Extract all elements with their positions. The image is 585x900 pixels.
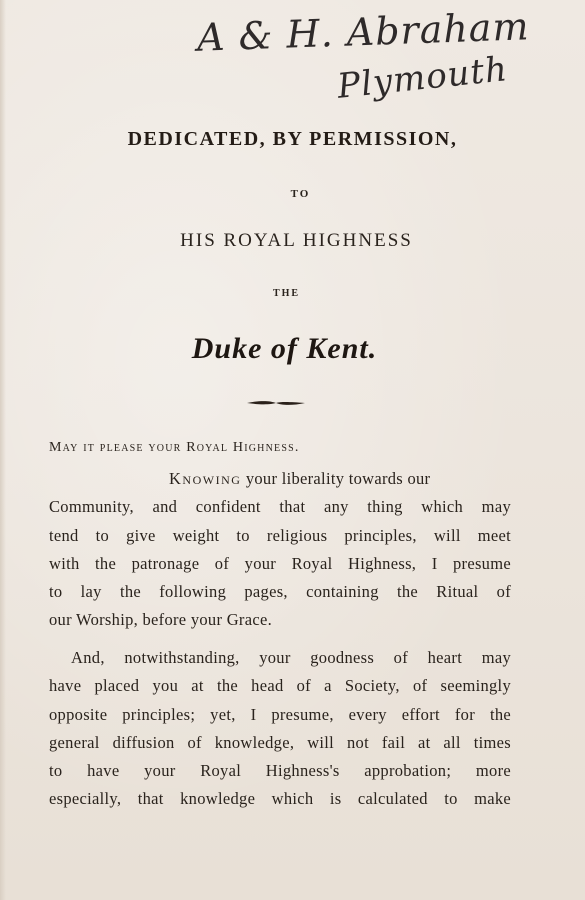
paragraph-2-line-5: to have your Royal Highness's approbation; more xyxy=(49,761,511,781)
paragraph-2-line-2: have placed you at the head of a Society, of seemingly xyxy=(49,676,511,696)
paragraph-2-line-3: opposite principles; yet, I presume, every effort for the xyxy=(49,704,511,724)
duke-of-kent-title: Duke of Kent. xyxy=(191,332,378,365)
paragraph-2-line-6: especially, that knowledge which is calculated to make xyxy=(49,789,511,809)
paragraph-1-line-4: with the patronage of your Royal Highness, I presume xyxy=(49,553,511,573)
dedication-heading: DEDICATED, BY PERMISSION, xyxy=(127,128,458,150)
paragraph-2-line-1: And, notwithstanding, your goodness of heart may xyxy=(71,648,511,667)
handwritten-signature xyxy=(197,2,557,112)
dedication-to: TO xyxy=(290,188,311,200)
paragraph-1 xyxy=(49,465,511,635)
drop-word: Knowing xyxy=(169,469,242,488)
ornamental-rule xyxy=(246,398,306,408)
paragraph-1-line-3: tend to give weight to religious principles, will meet xyxy=(49,525,511,545)
show-through-text xyxy=(120,300,124,316)
paragraph-1-line-5: to lay the following pages, containing the Ritual of xyxy=(49,582,511,602)
paragraph-1-line-1 xyxy=(49,465,511,493)
signature-line-1: A & H. Abraham xyxy=(196,4,531,60)
salutation: May it please your Royal Highness. xyxy=(49,440,300,455)
paragraph-1-line-6: our Worship, before your Grace. xyxy=(49,610,273,630)
paragraph-2-line-4: general diffusion of knowledge, will not fail at all times xyxy=(49,732,511,752)
his-royal-highness: HIS ROYAL HIGHNESS xyxy=(180,230,413,251)
dedication-the: THE xyxy=(272,288,301,299)
line-text: your liberality towards our xyxy=(241,469,431,488)
signature-line-2: Plymouth xyxy=(335,49,510,107)
paragraph-1-line-2: Community, and confident that any thing which may xyxy=(49,497,511,517)
paragraph-2 xyxy=(49,644,511,814)
